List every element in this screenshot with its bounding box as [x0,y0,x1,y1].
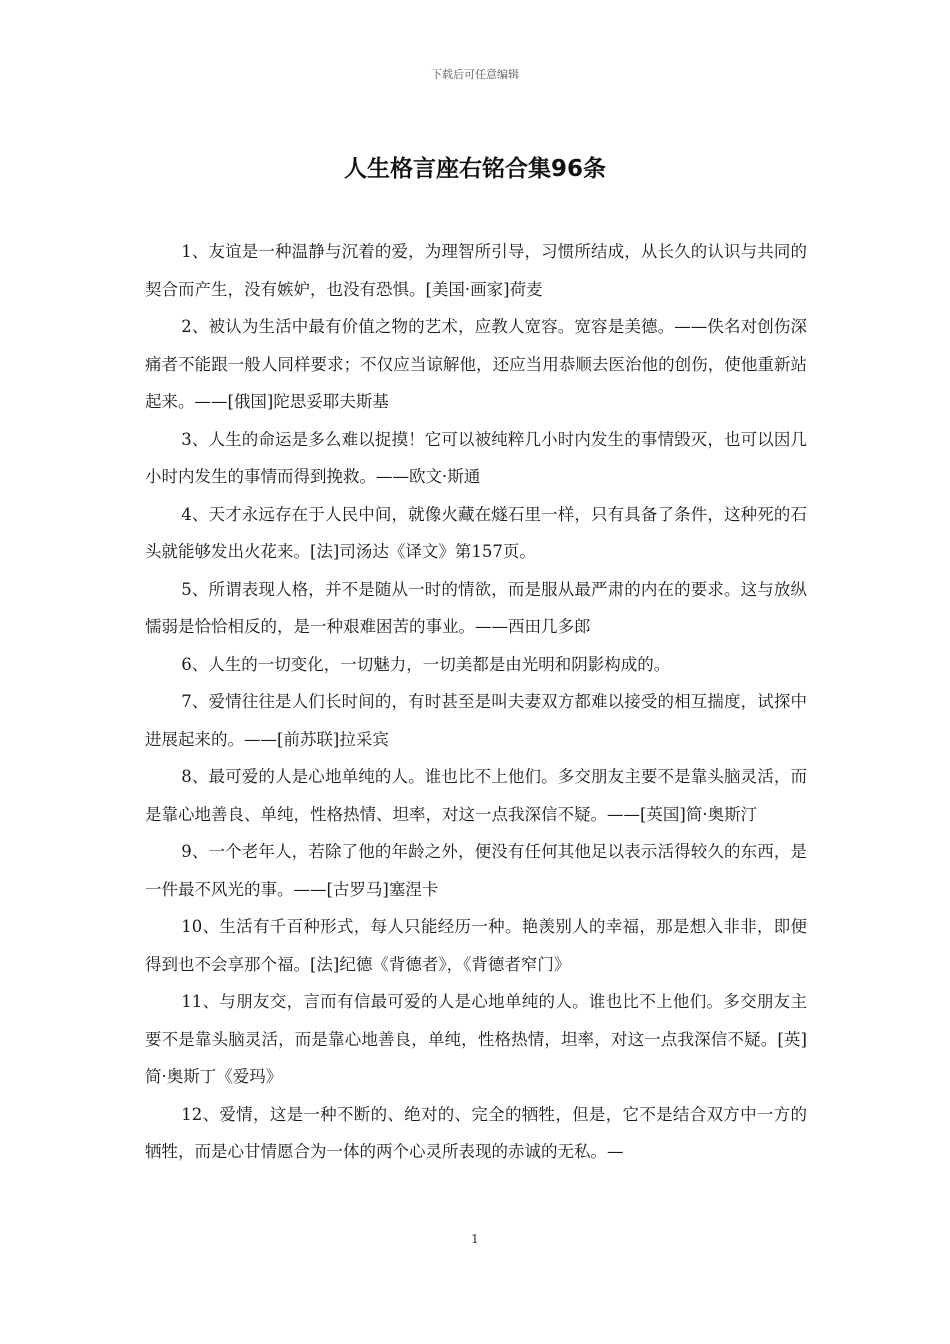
paragraph-4: 4、天才永远存在于人民中间，就像火藏在燧石里一样，只有具备了条件，这种死的石头就能够发出火花来。[法]司汤达《译文》第157页。 [145,504,807,561]
paragraph-7: 7、爱情往往是人们长时间的，有时甚至是叫夫妻双方都难以接受的相互揣度，试探中进展起来的。——[前苏联]拉采宾 [145,692,807,749]
paragraph-12: 12、爱情，这是一种不断的、绝对的、完全的牺牲，但是，它不是结合双方中一方的牺牲，而是心甘情愿合为一体的两个心灵所表现的赤诚的无私。— [145,1104,807,1161]
document-title: 人生格言座右铭合集96条 [343,156,606,182]
document-body [145,233,807,1171]
paragraph-1: 1、友谊是一种温静与沉着的爱，为理智所引导，习惯所结成，从长久的认识与共同的契合而产生，没有嫉妒，也没有恐惧。[美国·画家]荷麦 [145,242,807,299]
paragraph-6: 6、人生的一切变化，一切魅力，一切美都是由光明和阴影构成的。 [181,654,671,674]
page-number: 1 [471,1232,479,1246]
paragraph-2: 2、被认为生活中最有价值之物的艺术，应教人宽容。宽容是美德。——佚名对创伤深痛者不能跟一般人同样要求；不仅应当谅解他，还应当用恭顺去医治他的创伤，使他重新站起来。——[俄国]陀思妥耶夫斯基 [145,317,807,411]
paragraph-9: 9、一个老年人，若除了他的年龄之外，便没有任何其他足以表示活得较久的东西，是一件最不风光的事。——[古罗马]塞涅卡 [145,842,807,899]
paragraph-3: 3、人生的命运是多么难以捉摸！它可以被纯粹几小时内发生的事情毁灭，也可以因几小时内发生的事情而得到挽救。——欧文·斯通 [145,429,807,486]
paragraph-8: 8、最可爱的人是心地单纯的人。谁也比不上他们。多交朋友主要不是靠头脑灵活，而是靠心地善良、单纯，性格热情、坦率，对这一点我深信不疑。——[英国]简·奥斯汀 [145,767,807,824]
paragraph-11: 11、与朋友交，言而有信最可爱的人是心地单纯的人。谁也比不上他们。多交朋友主要不是靠头脑灵活，而是靠心地善良，单纯，性格热情，坦率，对这一点我深信不疑。[英]简·奥斯丁《爱玛》 [145,992,807,1086]
paragraph-10: 10、生活有千百种形式，每人只能经历一种。艳羡别人的幸福，那是想入非非，即便得到也不会享那个福。[法]纪德《背德者》，《背德者窄门》 [145,917,807,974]
paragraph-5: 5、所谓表现人格，并不是随从一时的情欲，而是服从最严肃的内在的要求。这与放纵懦弱是恰恰相反的，是一种艰难困苦的事业。——西田几多郎 [145,579,807,636]
header-note: 下载后可任意编辑 [431,68,519,81]
